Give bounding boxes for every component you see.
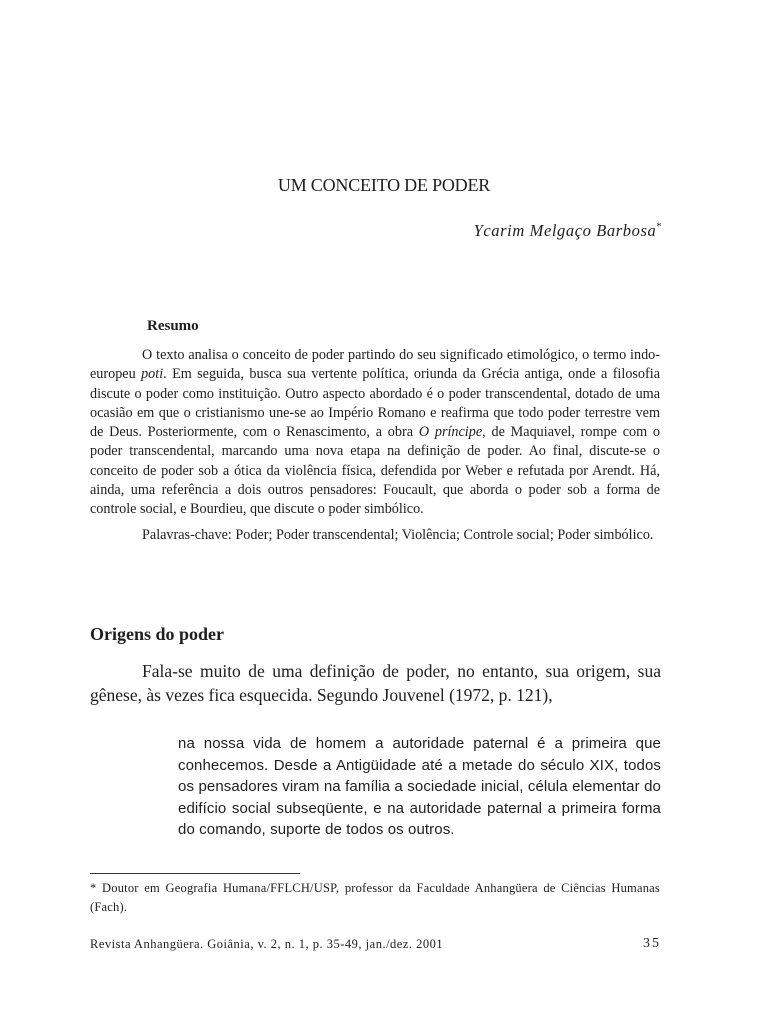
abstract-keywords: Palavras-chave: Poder; Poder transcendental; Violência; Controle social; Poder simbólico.	[142, 526, 654, 543]
section-paragraph: Fala-se muito de uma definição de poder, no entanto, sua origem, sua gênese, às vezes fica esquecida. Segundo Jouvenel (1972, p. 121),	[90, 661, 661, 705]
abstract-body	[90, 346, 660, 545]
abstract-text-part-2: . Em seguida, busca sua vertente política, oriunda da Grécia antiga, onde a filosofia discute o poder como instituição. Outro aspecto abordado é o poder transcendental, dotado de uma ocasião em que o cristianismo une-se ao Império Romano e reafirma que todo poder terrestre vem de Deus. Posteriormente, com o Renascimento, a obra	[90, 366, 660, 441]
author-footnote-mark: *	[656, 221, 662, 233]
section-body	[90, 659, 661, 707]
article-title: UM CONCEITO DE PODER	[277, 175, 491, 195]
section-heading: Origens do poder	[90, 624, 225, 644]
abstract-heading: Resumo	[147, 318, 199, 334]
abstract-text-part-3: , de Maquiavel, rompe com o poder transcendental, marcando uma nova etapa na definição de poder. Ao final, discute-se o conceito de poder sob a ótica da violência física, defendida por Weber e refutada por Arendt. Há, ainda, uma referência a dois outros pensadores: Foucault, que aborda o poder sob a forma de controle social, e Bourdieu, que discute o poder simbólico.	[90, 424, 661, 518]
page-number: 35	[643, 936, 661, 951]
article-author	[474, 221, 662, 241]
abstract-term: poti	[141, 366, 164, 383]
abstract-text-part-1: O texto analisa o conceito de poder partindo do seu significado etimológico, o termo indo-europeu	[90, 347, 660, 383]
author-name: Ycarim Melgaço Barbosa	[473, 221, 657, 240]
abstract-paragraph	[90, 346, 660, 520]
journal-citation: Revista Anhangüera. Goiânia, v. 2, n. 1, p. 35-49, jan./dez. 2001	[90, 937, 444, 951]
abstract-work-title: O príncipe	[418, 424, 483, 441]
footnote: * Doutor em Geografia Humana/FFLCH/USP, professor da Faculdade Anhangüera de Ciências Humanas (Fach).	[90, 881, 660, 914]
footnote-divider	[90, 873, 300, 874]
block-quote: na nossa vida de homem a autoridade paternal é a primeira que conhecemos. Desde a Antigüidade até a metade do século XIX, todos os pensadores viram na família a sociedade inicial, célula elementar do edifício social subseqüente, e na autoridade paternal a primeira forma do comando, suporte de todos os outros.	[178, 735, 661, 838]
